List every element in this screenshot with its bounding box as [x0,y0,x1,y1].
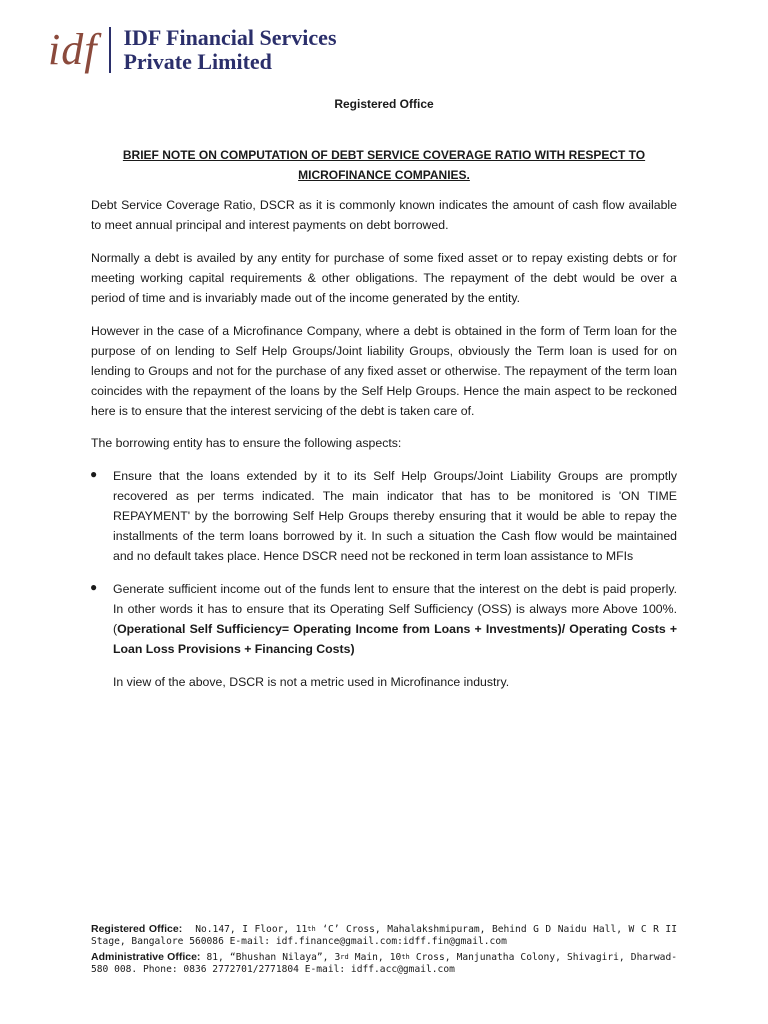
footer-admin-address-a: 81, “Bhushan Nilaya”, 3 [200,952,341,963]
footer-registered-sup: th [307,925,316,933]
bullet-marker: ● [90,467,98,481]
company-name-line2: Private Limited [123,49,272,74]
footer-admin-address-c: Cross, Manjunatha Colony, Shivagiri, Dharwad-580 008. Phone: 0836 2772701/2771804 E-mail: idff.acc@gmail.com [91,952,678,975]
office-title: Registered Office [334,97,434,111]
footer-registered-label: Registered Office: [91,923,183,935]
company-name [123,26,336,74]
bullet-loan-recovery: Ensure that the loans extended by it to its Self Help Groups/Joint Liability Groups are promptly recovered as per terms indicated. The main indicator that has to be monitored is 'ON TIME REPAYMENT' by the borrowing Self Help Groups thereby ensuring that it would be able to repay the installments of the term loans borrowed by it. In such a situation the Cash flow would be maintained and no default takes place. Hence DSCR need not be reckoned in term loan assistance to MFIs [113,469,677,563]
logo-mark: idf [48,25,98,74]
footer-admin-address-b: Main, 10 [348,952,402,963]
bullet-marker: ● [90,580,98,594]
footer-admin-sup1: rd [340,953,349,961]
paragraph-dscr-definition: Debt Service Coverage Ratio, DSCR as it is commonly known indicates the amount of cash flow available to meet annual principal and interest payments on debt borrowed. [91,198,677,232]
footer-administrative-office [91,951,677,976]
footer-registered-address-a: No.147, I Floor, 11 [195,924,308,935]
conclusion: In view of the above, DSCR is not a metric used in Microfinance industry. [113,675,510,689]
bullet-income-text: Generate sufficient income out of the funds lent to ensure that the interest on the debt is paid properly. In other words it has to ensure that its Operating Self Sufficiency (OSS) is always more Above 100%. ( [113,582,677,636]
footer-registered-address-b: ‘C’ Cross, Mahalakshmipuram, Behind G D Naidu Hall, W C R II Stage, Bangalore 560086 E-mail: idf.finance@gmail.com:idff.fin@gmail.com [91,924,677,947]
logo-divider [109,27,111,73]
paragraph-aspects-intro: The borrowing entity has to ensure the following aspects: [91,436,402,450]
note-title-line2: MICROFINANCE COMPANIES. [298,168,470,182]
footer-admin-sup2: th [401,953,410,961]
paragraph-microfinance-case: However in the case of a Microfinance Company, where a debt is obtained in the form of Term loan for the purpose of on lending to Self Help Groups/Joint liability Groups, obviously the Term loan is used for on lending to Groups and not for the purchase of any fixed asset or otherwise. The repayment of the term loan coincides with the repayment of the loans by the Self Help Groups. Hence the main aspect to be reckoned here is to ensure that the interest servicing of the debt is taken care of. [91,324,677,418]
oss-formula: Operational Self Sufficiency= Operating Income from Loans + Investments)/ Operating Costs + Loan Loss Provisions + Financing Costs) [113,622,677,656]
footer-registered-office [91,923,677,948]
bullet-income-generation [113,579,677,659]
paragraph-debt-purpose: Normally a debt is availed by any entity for purchase of some fixed asset or to repay existing debts or for meeting working capital requirements & other obligations. The repayment of the debt would be over a period of time and is invariably made out of the income generated by the entity. [91,251,677,305]
footer-admin-label: Administrative Office: [91,951,201,963]
company-logo [48,24,337,76]
note-title-line1: BRIEF NOTE ON COMPUTATION OF DEBT SERVICE COVERAGE RATIO WITH RESPECT TO [122,148,646,162]
company-name-line1: IDF Financial Services [123,25,337,50]
note-title [0,145,768,185]
